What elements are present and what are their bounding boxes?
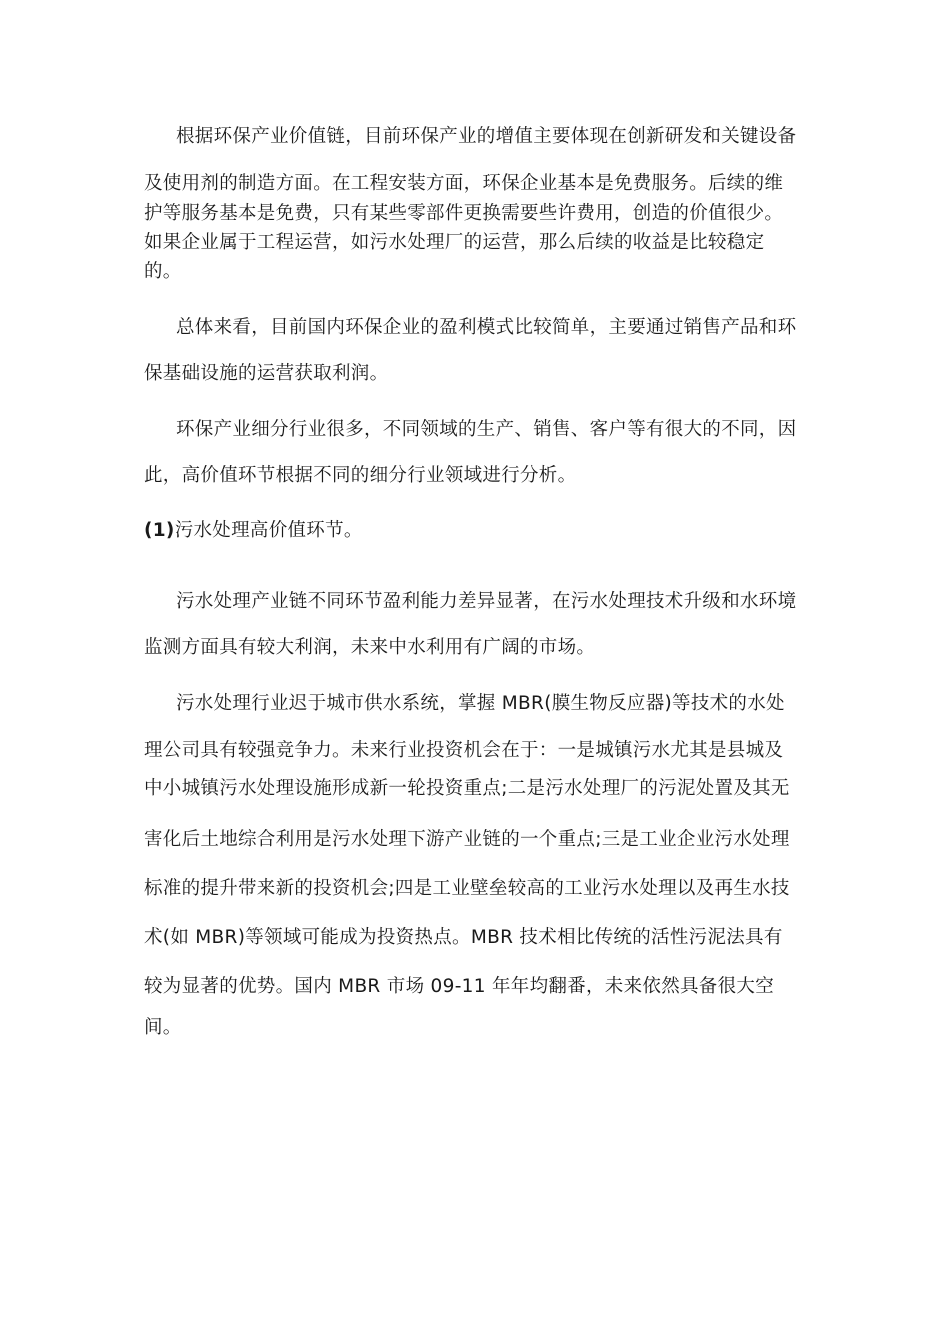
paragraph-5-line-4: 害化后土地综合利用是污水处理下游产业链的一个重点;三是工业企业污水处理 [144, 829, 790, 850]
paragraph-5-line-2: 理公司具有较强竞争力。未来行业投资机会在于：一是城镇污水尤其是县城及 [144, 740, 784, 761]
paragraph-3-line-1: 环保产业细分行业很多，不同领域的生产、销售、客户等有很大的不同，因 [176, 419, 797, 440]
paragraph-4-line-2: 监测方面具有较大利润，未来中水利用有广阔的市场。 [144, 637, 596, 658]
paragraph-1-line-3: 护等服务基本是免费，只有某些零部件更换需要些许费用，创造的价值很少。 [144, 203, 784, 224]
paragraph-1-line-1: 根据环保产业价值链，目前环保产业的增值主要体现在创新研发和关键设备 [176, 126, 797, 147]
paragraph-4-line-1: 污水处理产业链不同环节盈利能力差异显著，在污水处理技术升级和水环境 [176, 591, 797, 612]
paragraph-1-line-5: 的。 [144, 261, 182, 282]
paragraph-3-line-2: 此，高价值环节根据不同的细分行业领域进行分析。 [144, 465, 577, 486]
paragraph-5-line-5: 标准的提升带来新的投资机会;四是工业壁垒较高的工业污水处理以及再生水技 [144, 878, 790, 899]
paragraph-5-line-3: 中小城镇污水处理设施形成新一轮投资重点;二是污水处理厂的污泥处置及其无 [144, 778, 790, 799]
paragraph-5-line-6: 术(如 MBR)等领域可能成为投资热点。MBR 技术相比传统的活性污泥法具有 [144, 927, 783, 948]
paragraph-2-line-1: 总体来看，目前国内环保企业的盈利模式比较简单，主要通过销售产品和环 [176, 317, 797, 338]
paragraph-5-line-7: 较为显著的优势。国内 MBR 市场 09-11 年年均翻番，未来依然具备很大空 [144, 976, 774, 997]
paragraph-1-line-2: 及使用剂的制造方面。在工程安装方面，环保企业基本是免费服务。后续的维 [144, 173, 784, 194]
section-heading [144, 519, 363, 543]
paragraph-2-line-2: 保基础设施的运营获取利润。 [144, 363, 389, 384]
section-heading-number: (1) [144, 520, 175, 541]
paragraph-1-line-4: 如果企业属于工程运营，如污水处理厂的运营，那么后续的收益是比较稳定 [144, 232, 765, 253]
paragraph-5-line-8: 间。 [144, 1017, 182, 1038]
paragraph-5-line-1: 污水处理行业迟于城市供水系统，掌握 MBR(膜生物反应器)等技术的水处 [176, 693, 785, 714]
section-heading-text: 污水处理高价值环节。 [174, 520, 363, 541]
